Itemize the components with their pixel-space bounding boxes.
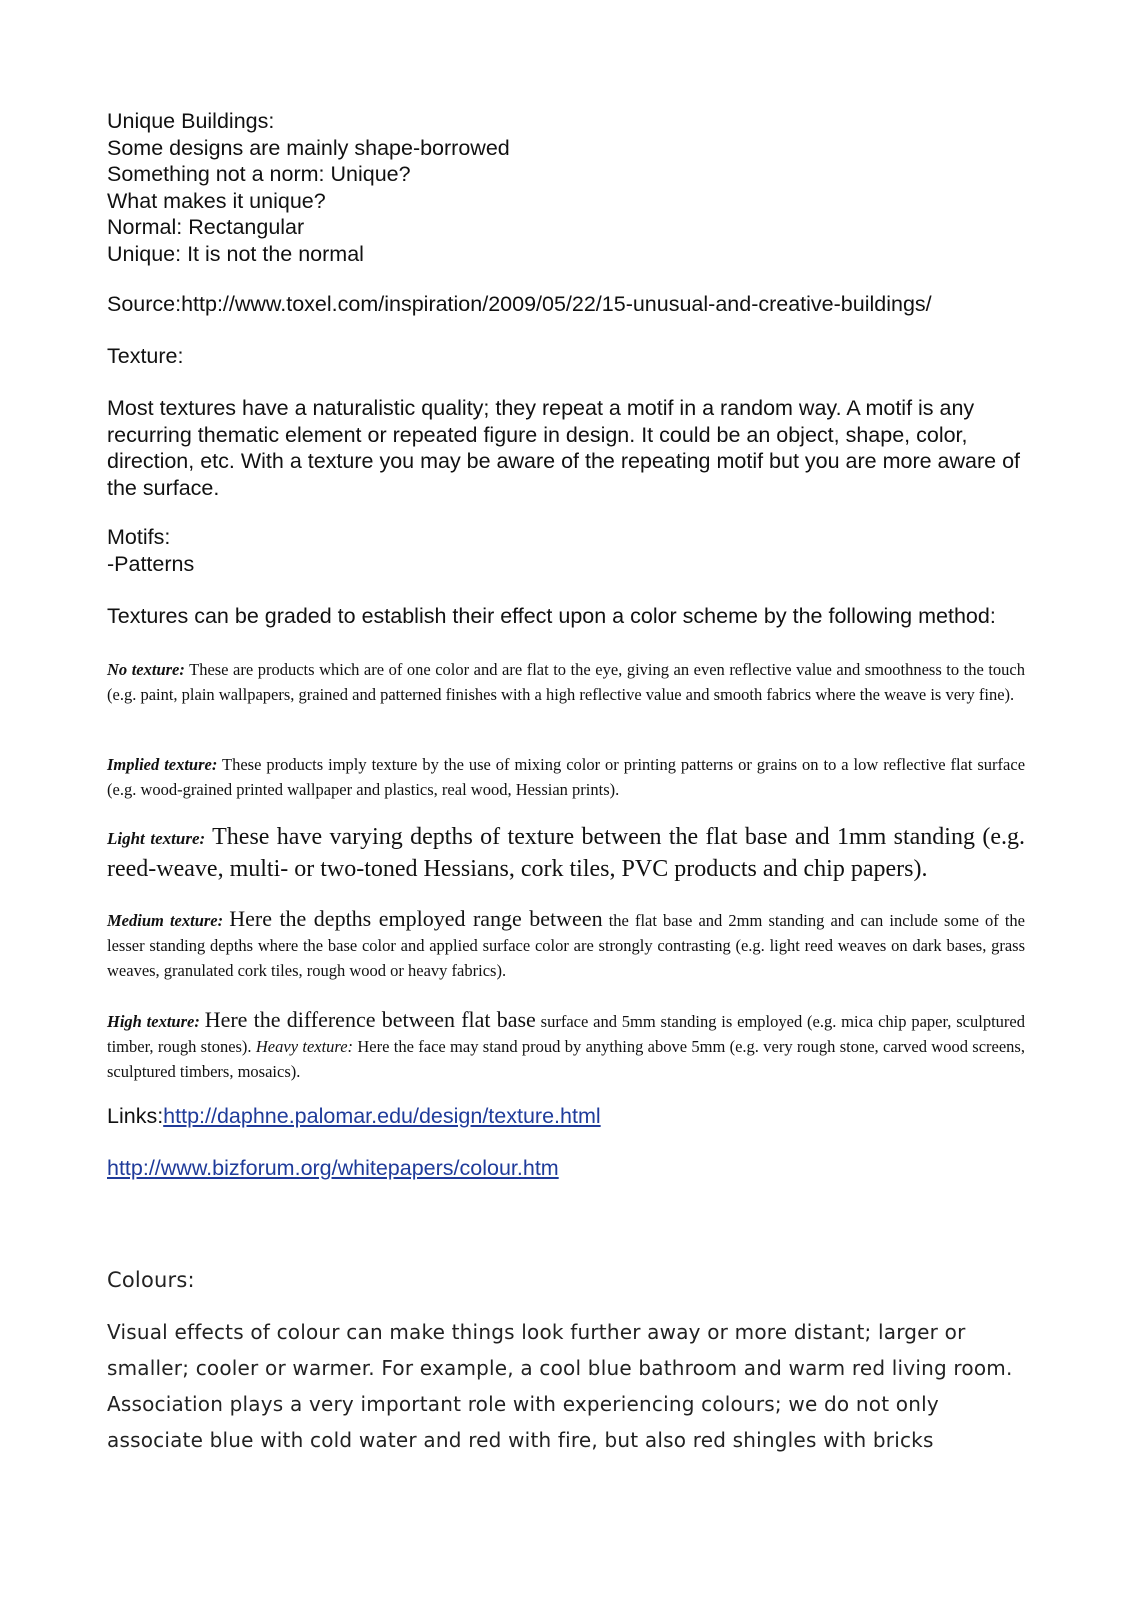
motifs-section bbox=[107, 524, 1025, 577]
heavy-texture-text: Here the face may stand proud by anything above 5mm (e.g. very rough stone, carved wood screens, sculptured timbers, mosaics). bbox=[107, 1037, 1025, 1081]
colours-line: Visual effects of colour can make things look further away or more distant; larger or bbox=[107, 1320, 966, 1344]
colours-line: smaller; cooler or warmer. For example, a cool blue bathroom and warm red living room. bbox=[107, 1356, 1013, 1380]
high-texture-paragraph bbox=[107, 1007, 1025, 1084]
colours-line: associate blue with cold water and red with fire, but also red shingles with bricks bbox=[107, 1428, 934, 1452]
motifs-heading: Motifs: bbox=[107, 525, 171, 549]
colours-heading: Colours: bbox=[107, 1268, 195, 1292]
high-texture-text: surface and 5mm standing is employed (e.g. mica chip paper, sculptured timber, rough stones). bbox=[107, 1012, 1025, 1056]
light-texture-label: Light texture: bbox=[107, 829, 206, 848]
graded-intro: Textures can be graded to establish their effect upon a color scheme by the following method: bbox=[107, 604, 996, 628]
implied-texture-paragraph bbox=[107, 752, 1025, 802]
light-texture-text: These have varying depths of texture between the flat base and 1mm standing (e.g. reed-weave, multi- or two-toned Hessians, cork tiles, PVC products and chip papers). bbox=[107, 824, 1025, 882]
unique-line: What makes it unique? bbox=[107, 188, 326, 213]
medium-texture-label: Medium texture: bbox=[107, 911, 224, 930]
unique-line: Some designs are mainly shape-borrowed bbox=[107, 135, 510, 160]
colours-line: Association plays a very important role with experiencing colours; we do not only bbox=[107, 1392, 939, 1416]
medium-texture-text-large: Here the depths employed range between bbox=[229, 906, 603, 931]
no-texture-paragraph bbox=[107, 657, 1025, 707]
unique-line: Unique: It is not the normal bbox=[107, 241, 364, 266]
unique-line: Normal: Rectangular bbox=[107, 215, 305, 239]
links-prefix: Links: bbox=[107, 1104, 164, 1128]
medium-texture-text: the flat base and 2mm standing and can include some of the lesser standing depths where the base color and applied surface color are strongly contrasting (e.g. light reed weaves on dark bases, grass weaves, granulated cork tiles, rough wood or heavy fabrics). bbox=[107, 911, 1026, 980]
source-line: Source:http://www.toxel.com/inspiration/2009/05/22/15-unusual-and-creative-buildings/ bbox=[107, 292, 932, 316]
implied-texture-text: These products imply texture by the use of mixing color or printing patterns or grains on to a low reflective flat surface (e.g. wood-grained printed wallpaper and plastics, real wood, Hessian prints). bbox=[107, 755, 1026, 799]
unique-line: Something not a norm: Unique? bbox=[107, 162, 411, 186]
texture-link[interactable]: http://daphne.palomar.edu/design/texture.html bbox=[163, 1104, 601, 1128]
unique-buildings-section bbox=[107, 108, 1025, 267]
no-texture-label: No texture: bbox=[107, 660, 185, 679]
heavy-texture-label: Heavy texture: bbox=[255, 1037, 354, 1056]
colours-paragraph bbox=[107, 1314, 1025, 1458]
no-texture-text: These are products which are of one color and are flat to the eye, giving an even reflective value and smoothness to the touch (e.g. paint, plain wallpapers, grained and patterned finishes with a high reflective value and smooth fabrics where the weave is very fine). bbox=[107, 660, 1026, 704]
texture-paragraph: Most textures have a naturalistic quality; they repeat a motif in a random way. A motif is any recurring thematic element or repeated figure in design. It could be an object, shape, color, direction, etc. With a texture you may be aware of the repeating motif but you are more aware of the surface. bbox=[107, 396, 1021, 500]
high-texture-text-large: Here the difference between flat base bbox=[204, 1007, 536, 1032]
high-texture-label: High texture: bbox=[107, 1012, 200, 1031]
links-line-2 bbox=[107, 1155, 1025, 1182]
light-texture-paragraph bbox=[107, 822, 1025, 884]
medium-texture-paragraph bbox=[107, 906, 1025, 983]
implied-texture-label: Implied texture: bbox=[107, 755, 218, 774]
links-line bbox=[107, 1103, 1025, 1130]
colour-link[interactable]: http://www.bizforum.org/whitepapers/colour.htm bbox=[107, 1156, 559, 1180]
motifs-item: -Patterns bbox=[107, 551, 195, 576]
unique-heading: Unique Buildings: bbox=[107, 109, 275, 133]
texture-heading: Texture: bbox=[107, 344, 184, 368]
